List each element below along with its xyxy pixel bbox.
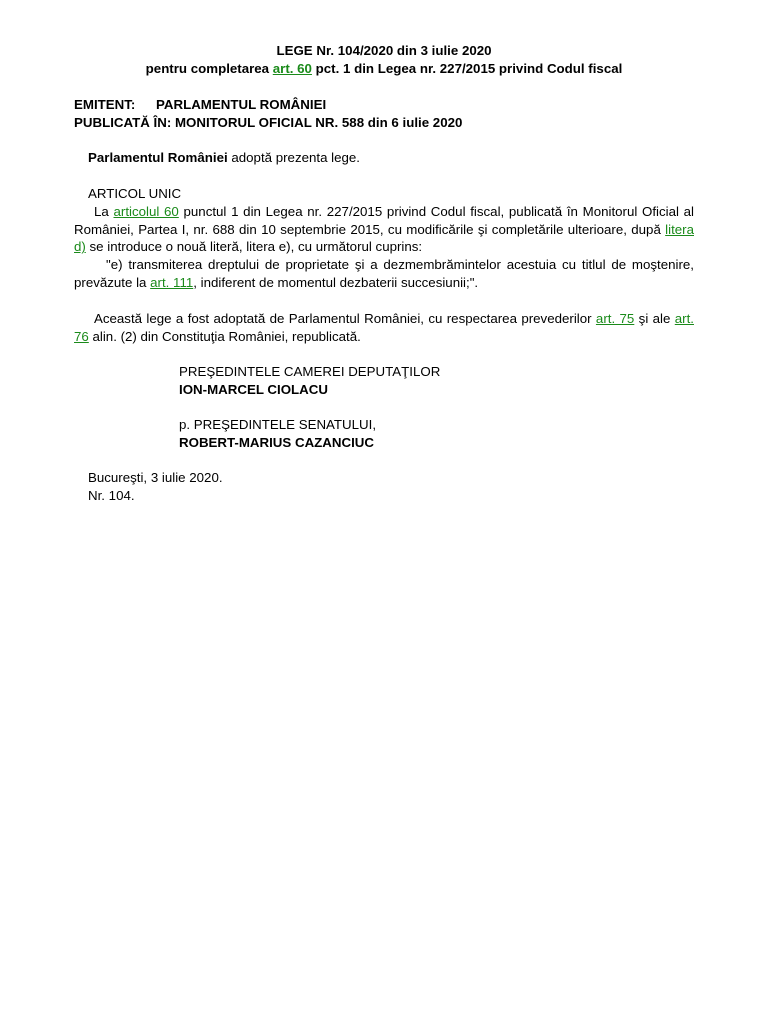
senate-title: p. PREŞEDINTELE SENATULUI,	[179, 417, 377, 432]
intro-paragraph	[74, 149, 694, 167]
document-header	[74, 42, 694, 78]
chamber-title: PREŞEDINTELE CAMEREI DEPUTAŢILOR	[179, 364, 441, 379]
senate-president-name: ROBERT-MARIUS CAZANCIUC	[179, 434, 375, 450]
chamber-signature	[179, 363, 440, 399]
subtitle-text-before: pentru completarea	[145, 60, 273, 76]
subtitle-text-after: pct. 1 din Legea nr. 227/2015 privind Codul fiscal	[311, 60, 623, 76]
art-60-link[interactable]: art. 60	[272, 60, 312, 76]
document-footer	[88, 469, 708, 505]
art-75-link[interactable]: art. 75	[595, 311, 635, 326]
law-number: Nr. 104.	[88, 487, 135, 503]
article-p1-text-c: se introduce o nouă literă, litera e), cu următorul cuprins:	[85, 239, 423, 255]
litera-d-link[interactable]: litera d)	[74, 221, 694, 255]
chamber-president-name: ION-MARCEL CIOLACU	[179, 381, 328, 397]
articolul-60-link[interactable]: articolul 60	[113, 203, 179, 219]
intro-bold: Parlamentul României	[88, 150, 228, 165]
article-p1-text-b: punctul 1 din Legea nr. 227/2015 privind Codul fiscal, publicată în Monitorul Oficial al României, Partea I, nr. 688 din 10 septembrie 2015, cu modificările şi completările ulterioare, după	[74, 203, 694, 237]
article-paragraph-2	[74, 256, 694, 292]
emitent-label: EMITENT:	[74, 97, 136, 112]
art-76-link[interactable]: art. 76	[74, 311, 694, 344]
article-paragraph-1	[74, 203, 694, 256]
adoption-paragraph	[74, 310, 694, 346]
art-111-link[interactable]: art. 111	[150, 274, 194, 290]
article-p2-text-b: , indiferent de momentul dezbaterii succesiunii;".	[193, 274, 479, 290]
publicata-line: PUBLICATĂ ÎN: MONITORUL OFICIAL NR. 588 din 6 iulie 2020	[74, 114, 463, 130]
place-date: Bucureşti, 3 iulie 2020.	[88, 470, 223, 485]
adoption-text-b: şi ale	[634, 311, 675, 326]
senate-signature	[179, 416, 376, 452]
article-p2-text-a: "e) transmiterea dreptului de proprietate şi a dezmembrămintelor acestuia cu titlul de moştenire, prevăzute la	[74, 257, 694, 290]
adoption-text-a: Această lege a fost adoptată de Parlamentul României, cu respectarea prevederilor	[94, 311, 596, 326]
adoption-text-c: alin. (2) din Constituţia României, republicată.	[88, 328, 361, 344]
emitent-value: PARLAMENTUL ROMÂNIEI	[156, 97, 327, 112]
article-section	[74, 185, 694, 292]
law-subtitle	[74, 60, 694, 78]
article-heading: ARTICOL UNIC	[88, 186, 182, 201]
document-meta	[74, 96, 694, 132]
article-p1-text-a: La	[94, 203, 114, 219]
law-title: LEGE Nr. 104/2020 din 3 iulie 2020	[276, 43, 492, 58]
intro-rest: adoptă prezenta lege.	[227, 150, 361, 165]
emitent-line	[74, 96, 694, 114]
